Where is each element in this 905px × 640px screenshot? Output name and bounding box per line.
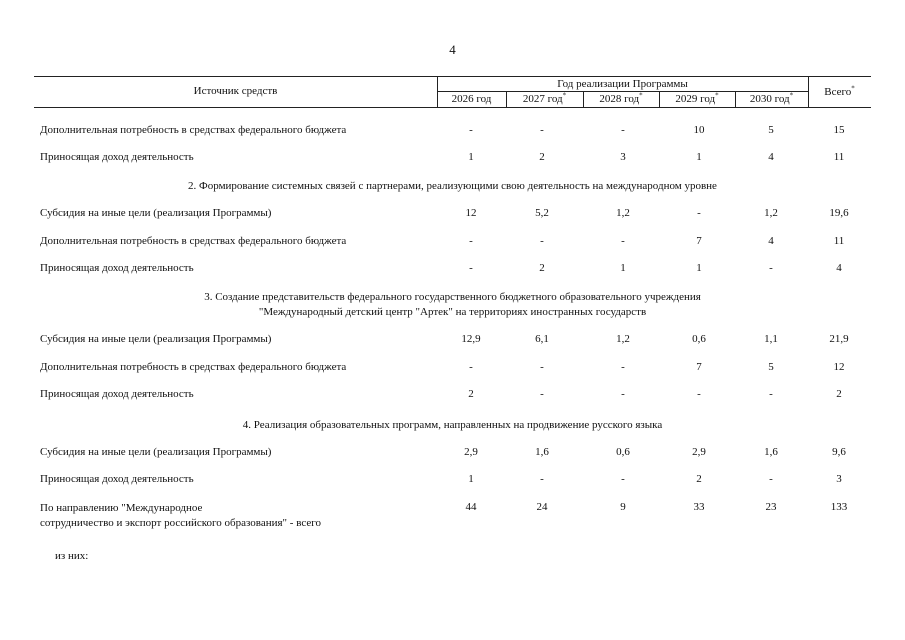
cell-2029: 7 <box>696 235 702 247</box>
cell-2027: - <box>540 361 544 373</box>
cell-2028: - <box>621 473 625 485</box>
row-label: Приносящая доход деятельность <box>40 388 194 400</box>
cell-2028: 1,2 <box>616 333 630 345</box>
cell-2030: 1,6 <box>764 446 778 458</box>
cell-2029: 0,6 <box>692 333 706 345</box>
cell-2029: 1 <box>696 151 702 163</box>
cell-2026: 2,9 <box>464 446 478 458</box>
cell-2029: 7 <box>696 361 702 373</box>
cell-2029: 10 <box>693 124 705 136</box>
header-year-2027: 2027 год* <box>522 91 567 105</box>
row-label: Дополнительная потребность в средствах федерального бюджета <box>40 361 347 373</box>
cell-total: 12 <box>833 361 845 373</box>
cell-2030: 4 <box>768 151 774 163</box>
cell-2030: 5 <box>768 361 774 373</box>
row-label-line: По направлению "Международное <box>40 502 203 514</box>
header-year-2028: 2028 год* <box>599 91 643 105</box>
cell-2030: - <box>769 473 773 485</box>
cell-2027: 24 <box>536 501 548 513</box>
header-year-2026: 2026 год <box>451 93 492 105</box>
cell-total: 15 <box>833 124 845 136</box>
cell-2026: - <box>469 124 473 136</box>
cell-2026: - <box>469 235 473 247</box>
cell-2029: 1 <box>696 262 702 274</box>
cell-2026: - <box>469 361 473 373</box>
cell-2026: 1 <box>468 473 474 485</box>
cell-2027: 2 <box>539 151 545 163</box>
cell-total: 3 <box>836 473 842 485</box>
cell-2026: 12,9 <box>461 333 481 345</box>
cell-2028: 0,6 <box>616 446 630 458</box>
cell-2026: 1 <box>468 151 474 163</box>
cell-total: 133 <box>830 501 848 513</box>
cell-2029: - <box>697 388 701 400</box>
cell-2030: 1,1 <box>764 333 778 345</box>
cell-2026: 44 <box>465 501 477 513</box>
cell-2028: - <box>621 124 625 136</box>
cell-2030: 1,2 <box>764 207 778 219</box>
cell-2026: 2 <box>468 388 474 400</box>
cell-2028: - <box>621 235 625 247</box>
cell-2028: 1 <box>620 262 626 274</box>
cell-total: 11 <box>833 151 845 163</box>
cell-total: 19,6 <box>829 207 849 219</box>
cell-2028: 9 <box>620 501 626 513</box>
cell-2026: - <box>469 262 473 274</box>
cell-2027: - <box>540 388 544 400</box>
cell-2028: 1,2 <box>616 207 630 219</box>
header-year-group-label: Год реализации Программы <box>557 78 688 90</box>
footer-note: из них: <box>55 550 89 562</box>
cell-2030: 4 <box>768 235 774 247</box>
cell-2027: 5,2 <box>535 207 549 219</box>
cell-2026: 12 <box>465 207 477 219</box>
cell-2027: - <box>540 124 544 136</box>
cell-total: 11 <box>833 235 845 247</box>
section-title <box>34 418 871 433</box>
cell-2030: 5 <box>768 124 774 136</box>
section-title <box>34 290 871 320</box>
row-label: Приносящая доход деятельность <box>40 473 194 485</box>
header-year-2029: 2029 год* <box>675 91 719 105</box>
section-title-line: 3. Создание представительств федерального государственного бюджетного образовательного учреждения <box>204 291 701 303</box>
row-label: Субсидия на иные цели (реализация Программы) <box>40 207 272 219</box>
section-title <box>34 179 871 194</box>
cell-2027: 2 <box>539 262 545 274</box>
cell-2030: - <box>769 388 773 400</box>
cell-2030: 23 <box>765 501 777 513</box>
cell-2027: - <box>540 473 544 485</box>
cell-2029: 2 <box>696 473 702 485</box>
row-label: Дополнительная потребность в средствах федерального бюджета <box>40 124 347 136</box>
cell-2027: 1,6 <box>535 446 549 458</box>
cell-2028: - <box>621 361 625 373</box>
header-bottom-rule <box>34 107 871 108</box>
cell-2028: 3 <box>620 151 626 163</box>
cell-2029: 2,9 <box>692 446 706 458</box>
section-title-line: "Международный детский центр "Артек" на территориях иностранных государств <box>258 306 647 318</box>
page-number: 4 <box>449 42 456 57</box>
cell-total: 2 <box>836 388 842 400</box>
cell-2029: - <box>697 207 701 219</box>
cell-total: 9,6 <box>832 446 846 458</box>
row-label <box>40 501 321 531</box>
cell-2027: 6,1 <box>535 333 549 345</box>
row-label: Приносящая доход деятельность <box>40 151 194 163</box>
cell-2029: 33 <box>693 501 705 513</box>
cell-total: 21,9 <box>829 333 849 345</box>
cell-total: 4 <box>836 262 842 274</box>
row-label-line: сотрудничество и экспорт российского образования" - всего <box>40 517 321 529</box>
cell-2028: - <box>621 388 625 400</box>
header-year-2030: 2030 год* <box>749 91 794 105</box>
row-label: Приносящая доход деятельность <box>40 262 194 274</box>
header-source-label: Источник средств <box>193 85 278 97</box>
row-label: Дополнительная потребность в средствах федерального бюджета <box>40 235 347 247</box>
row-label: Субсидия на иные цели (реализация Программы) <box>40 446 272 458</box>
header-total-label: Всего* <box>824 84 855 98</box>
row-label: Субсидия на иные цели (реализация Программы) <box>40 333 272 345</box>
section-title-line: 2. Формирование системных связей с партнерами, реализующими свою деятельность на международном уровне <box>188 180 717 192</box>
header-year-group-rule <box>437 91 808 92</box>
header-top-rule <box>34 76 871 77</box>
section-title-line: 4. Реализация образовательных программ, направленных на продвижение русского языка <box>242 419 663 431</box>
cell-2030: - <box>769 262 773 274</box>
cell-2027: - <box>540 235 544 247</box>
